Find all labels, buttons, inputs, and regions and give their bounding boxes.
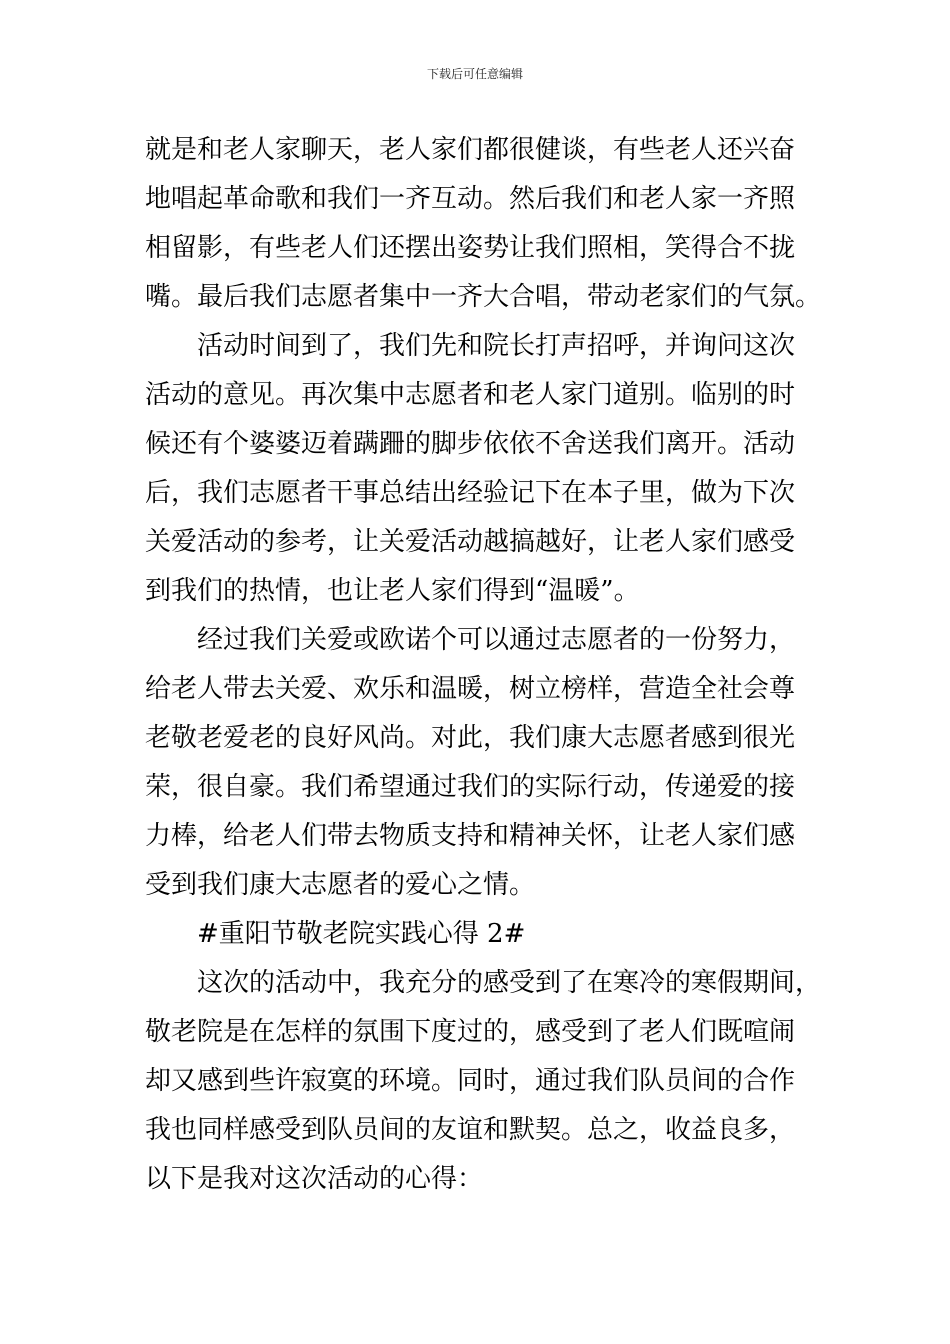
text-line: 就是和老人家聊天，老人家们都很健谈，有些老人还兴奋 — [145, 135, 796, 165]
text-line: 敬老院是在怎样的氛围下度过的，感受到了老人们既喧闹 — [145, 1017, 796, 1047]
text-line: 活动的意见。再次集中志愿者和老人家门道别。临别的时 — [145, 380, 796, 410]
text-line: 却又感到些许寂寞的环境。同时，通过我们队员间的合作 — [145, 1066, 796, 1096]
text-line: 活动时间到了，我们先和院长打声招呼，并询问这次 — [197, 331, 796, 361]
text-line: 候还有个婆婆迈着蹒跚的脚步依依不舍送我们离开。活动 — [145, 429, 796, 459]
text-line: 经过我们关爱或欧诺个可以通过志愿者的一份努力， — [197, 625, 796, 655]
section-heading: #重阳节敬老院实践心得 2# — [197, 919, 526, 949]
text-line: 给老人带去关爱、欢乐和温暖，树立榜样，营造全社会尊 — [145, 674, 796, 704]
text-line: 力棒，给老人们带去物质支持和精神关怀，让老人家们感 — [145, 821, 796, 851]
text-line: 地唱起革命歌和我们一齐互动。然后我们和老人家一齐照 — [145, 184, 796, 214]
text-line: 荣，很自豪。我们希望通过我们的实际行动，传递爱的接 — [145, 772, 796, 802]
text-line: 受到我们康大志愿者的爱心之情。 — [145, 870, 536, 900]
text-line: 到我们的热情，也让老人家们得到“温暖”。 — [145, 576, 640, 606]
text-line: 相留影，有些老人们还摆出姿势让我们照相，笑得合不拢 — [145, 233, 796, 263]
page-header: 下载后可任意编辑 — [426, 67, 523, 81]
text-line: 嘴。最后我们志愿者集中一齐大合唱，带动老家们的气氛。 — [145, 282, 822, 312]
document-body — [145, 126, 835, 1204]
text-line: 我也同样感受到队员间的友谊和默契。总之，收益良多， — [145, 1115, 796, 1145]
text-line: 老敬老爱老的良好风尚。对此，我们康大志愿者感到很光 — [145, 723, 796, 753]
text-line: 这次的活动中，我充分的感受到了在寒冷的寒假期间， — [197, 968, 822, 998]
text-line: 后，我们志愿者干事总结出经验记下在本子里，做为下次 — [145, 478, 796, 508]
text-line: 关爱活动的参考，让关爱活动越搞越好，让老人家们感受 — [145, 527, 796, 557]
text-line: 以下是我对这次活动的心得： — [145, 1164, 484, 1194]
